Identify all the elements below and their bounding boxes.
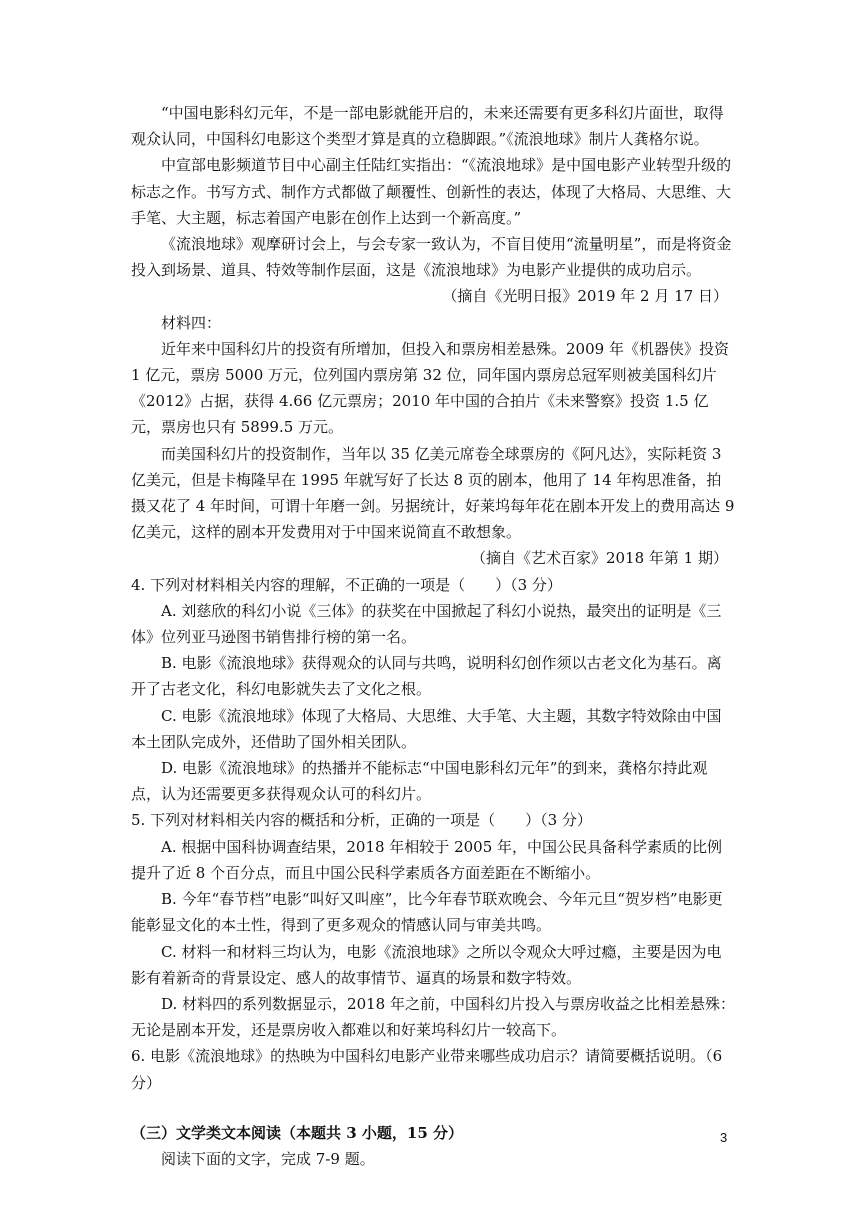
option-c: C. 电影《流浪地球》体现了大格局、大思维、大手笔、大主题，其数字特效除由中国本土团队完成外，还借助了国外相关团队。 <box>131 706 722 751</box>
investment-paragraph: 近年来中国科幻片的投资有所增加，但投入和票房相差悬殊。2009 年《机器侠》投资 1 亿元，票房 5000 万元，位列国内票房第 32 位，同年国内票房总冠军则被美国科幻片《2012》占据，获得 4.66 亿元票房；2010 年中国的合拍片《未来警察》投资 1.5 亿元，票房也只有 5899.5 万元。 <box>131 339 729 437</box>
section-instruction: 阅读下面的文字，完成 7-9 题。 <box>161 1149 375 1168</box>
option-b: B. 今年“春节档”电影“叫好又叫座”，比今年春节联欢晚会、今年元旦“贺岁档”电影更能彰显文化的本土性，得到了更多观众的情感认同与审美共鸣。 <box>131 890 723 935</box>
option-a: A. 根据中国科协调查结果，2018 年相较于 2005 年，中国公民具备科学素质的比例提升了近 8 个百分点，而且中国公民科学素质各方面差距在不断缩小。 <box>131 837 723 882</box>
comment-paragraph: 中宣部电影频道节目中心副主任陆红实指出：“《流浪地球》是中国电影产业转型升级的标志之作。书写方式、制作方式都做了颠覆性、创新性的表达，体现了大格局、大思维、大手笔、大主题，标志着国产电影在创作上达到一个新高度。” <box>131 156 732 227</box>
section-gap <box>131 1096 736 1120</box>
material-heading: 材料四： <box>161 313 222 332</box>
option-a: A. 刘慈欣的科幻小说《三体》的获奖在中国掀起了科幻小说热，最突出的证明是《三体》位列亚马逊图书销售排行榜的第一名。 <box>131 601 722 647</box>
page-number: 3 <box>720 1130 728 1145</box>
section-title: （三）文学类文本阅读（本题共 3 小题，15 分） <box>131 1123 463 1142</box>
question-stem: 5. 下列对材料相关内容的概括和分析，正确的一项是（ ）（3 分） <box>131 811 592 830</box>
question-stem: 6. 电影《流浪地球》的热映为中国科幻电影产业带来哪些成功启示？请简要概括说明。（6 分） <box>131 1047 723 1092</box>
option-d: D. 材料四的系列数据显示，2018 年之前，中国科幻片投入与票房收益之比相差悬殊：无论是剧本开发，还是票房收入都难以和好莱坞科幻片一较高下。 <box>131 994 735 1040</box>
option-c: C. 材料一和材料三均认为，电影《流浪地球》之所以令观众大呼过瘾，主要是因为电影有着新奇的背景设定、感人的故事情节、逼真的场景和数字特效。 <box>131 942 722 987</box>
us-investment-paragraph: 而美国科幻片的投资制作，当年以 35 亿美元席卷全球票房的《阿凡达》，实际耗资 3 亿美元，但是卡梅隆早在 1995 年就写好了长达 8 页的剧本，他用了 14 年构思准备，拍摄又花了 4 年时间，可谓十年磨一剑。另据统计，好莱坞每年花在剧本开发上的费用高达 9 亿美元，这样的剧本开发费用对于中国来说简直不敢想象。 <box>131 444 735 542</box>
page-content <box>131 100 736 1172</box>
option-d: D. 电影《流浪地球》的热播并不能标志“中国电影科幻元年”的到来，龚格尔持此观点，认为还需要更多获得观众认可的科幻片。 <box>131 759 708 804</box>
quote-paragraph: “中国电影科幻元年，不是一部电影就能开启的，未来还需要有更多科幻片面世，取得观众认同，中国科幻电影这个类型才算是真的立稳脚跟。”《流浪地球》制片人龚格尔说。 <box>131 104 724 149</box>
source-citation: （摘自《光明日报》2019 年 2 月 17 日） <box>442 287 728 306</box>
question-stem: 4. 下列对材料相关内容的理解，不正确的一项是（ ）（3 分） <box>131 575 562 594</box>
source-citation: （摘自《艺术百家》2018 年第 1 期） <box>470 549 728 568</box>
seminar-paragraph: 《流浪地球》观摩研讨会上，与会专家一致认为，不盲目使用“流量明星”，而是将资金投入到场景、道具、特效等制作层面，这是《流浪地球》为电影产业提供的成功启示。 <box>131 235 732 280</box>
option-b: B. 电影《流浪地球》获得观众的认同与共鸣，说明科幻创作须以古老文化为基石。离开了古老文化，科幻电影就失去了文化之根。 <box>131 654 722 699</box>
